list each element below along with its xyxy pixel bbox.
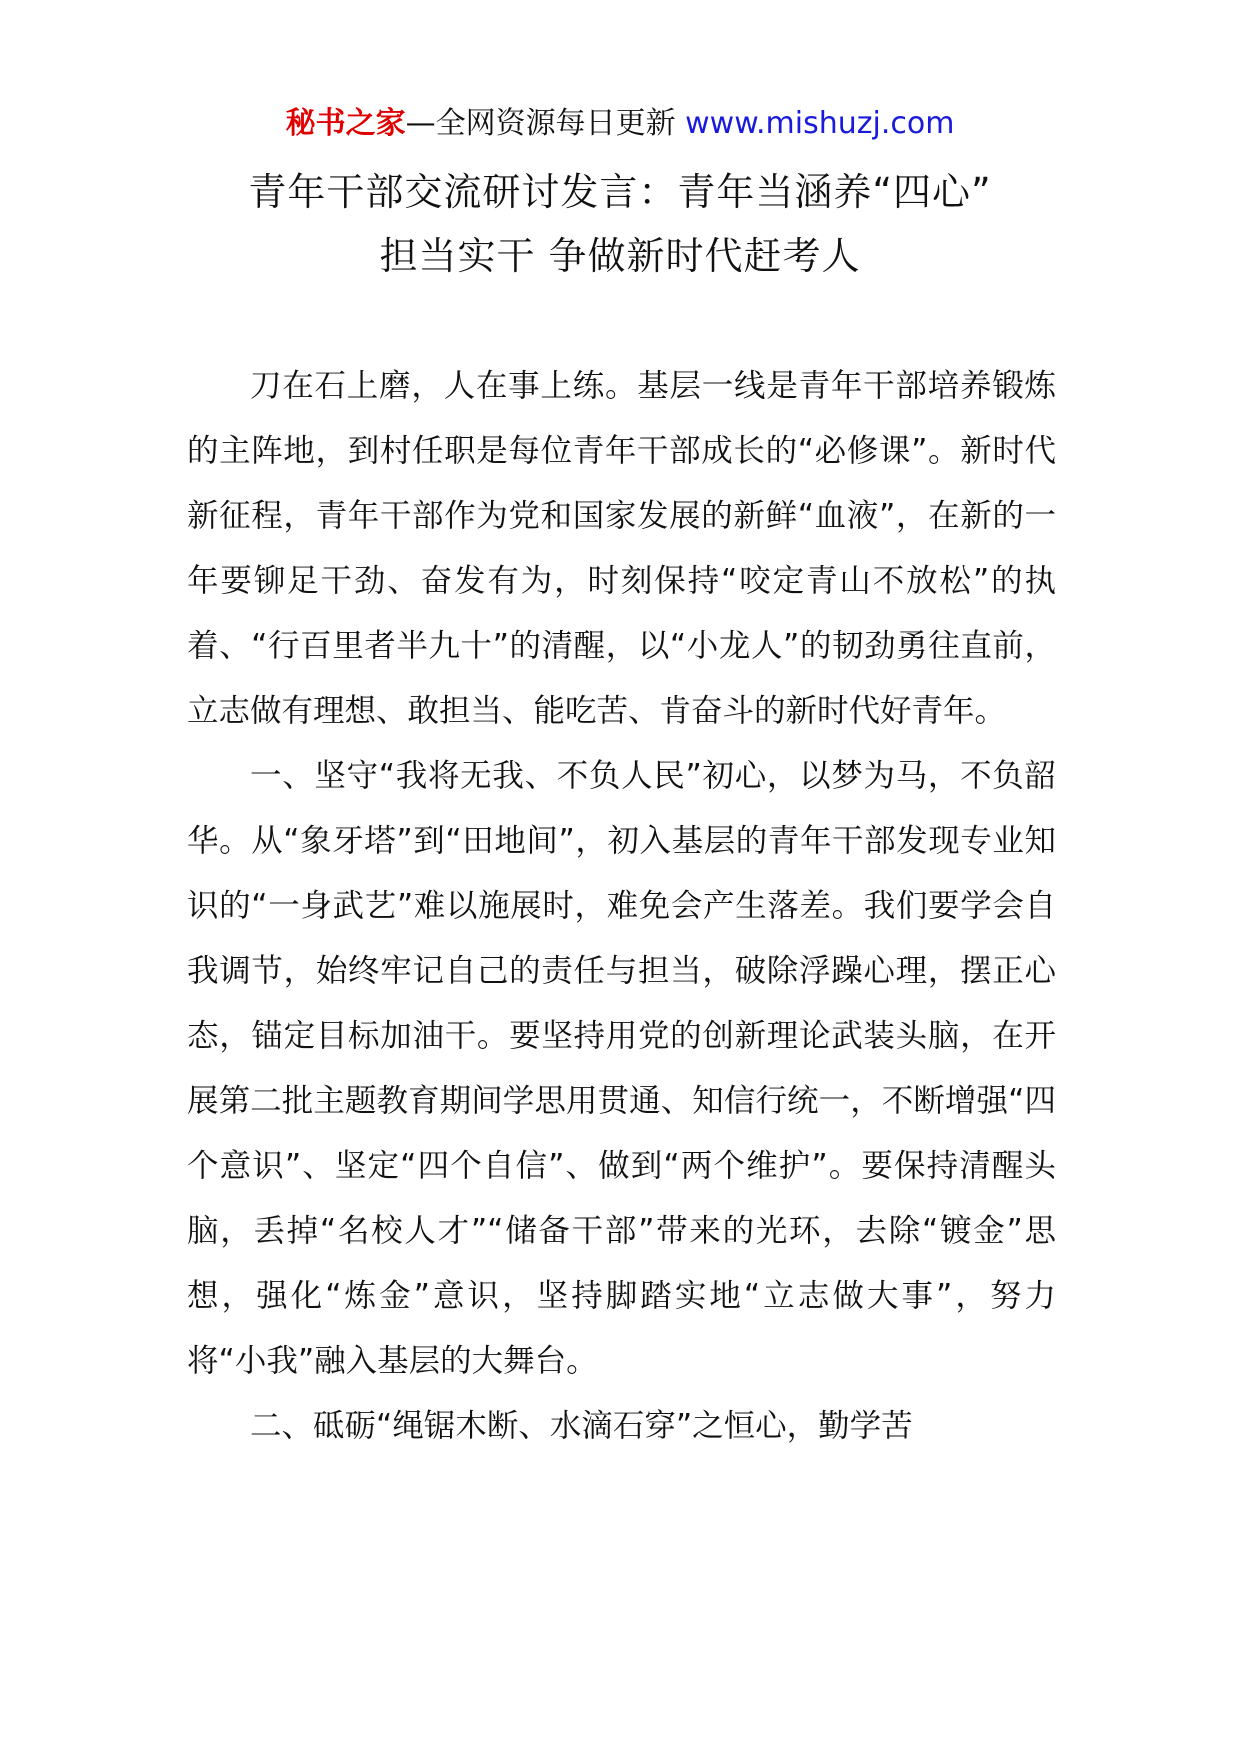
brand-name: 秘书之家 — [285, 106, 406, 141]
site-header — [0, 100, 1240, 148]
body-paragraph-1: 刀在石上磨，人在事上练。基层一线是青年干部培养锻炼的主阵地，到村任职是每位青年干部成长的“必修课”。新时代新征程，青年干部作为党和国家发展的新鲜“血液”，在新的一年要铆足干劲、奋发有为，时刻保持“咬定青山不放松”的执着、“行百里者半九十”的清醒，以“小龙人”的韧劲勇往直前，立志做有理想、敢担当、能吃苦、肯奋斗的新时代好青年。 — [187, 368, 1056, 729]
title-line-2: 担当实干 争做新时代赶考人 — [379, 234, 861, 278]
body-paragraph-2: 一、坚守“我将无我、不负人民”初心，以梦为马，不负韶华。从“象牙塔”到“田地间”，初入基层的青年干部发现专业知识的“一身武艺”难以施展时，难免会产生落差。我们要学会自我调节，始终牢记自己的责任与担当，破除浮躁心理，摆正心态，锚定目标加油干。要坚持用党的创新理论武装头脑，在开展第二批主题教育期间学思用贯通、知信行统一，不断增强“四个意识”、坚定“四个自信”、做到“两个维护”。要保持清醒头脑，丢掉“名校人才”“储备干部”带来的光环，去除“镀金”思想，强化“炼金”意识，坚持脚踏实地“立志做大事”，努力将“小我”融入基层的大舞台。 — [187, 758, 1056, 1379]
title-line-1: 青年干部交流研讨发言：青年当涵养“四心” — [248, 170, 992, 214]
header-tagline: —全网资源每日更新 — [405, 106, 676, 141]
site-url-link[interactable]: www.mishuzj.com — [685, 106, 955, 141]
document-body — [187, 354, 1056, 1459]
document-title — [150, 160, 1090, 288]
body-paragraph-3: 二、砥砺“绳锯木断、水滴石穿”之恒心，勤学苦 — [250, 1408, 913, 1444]
